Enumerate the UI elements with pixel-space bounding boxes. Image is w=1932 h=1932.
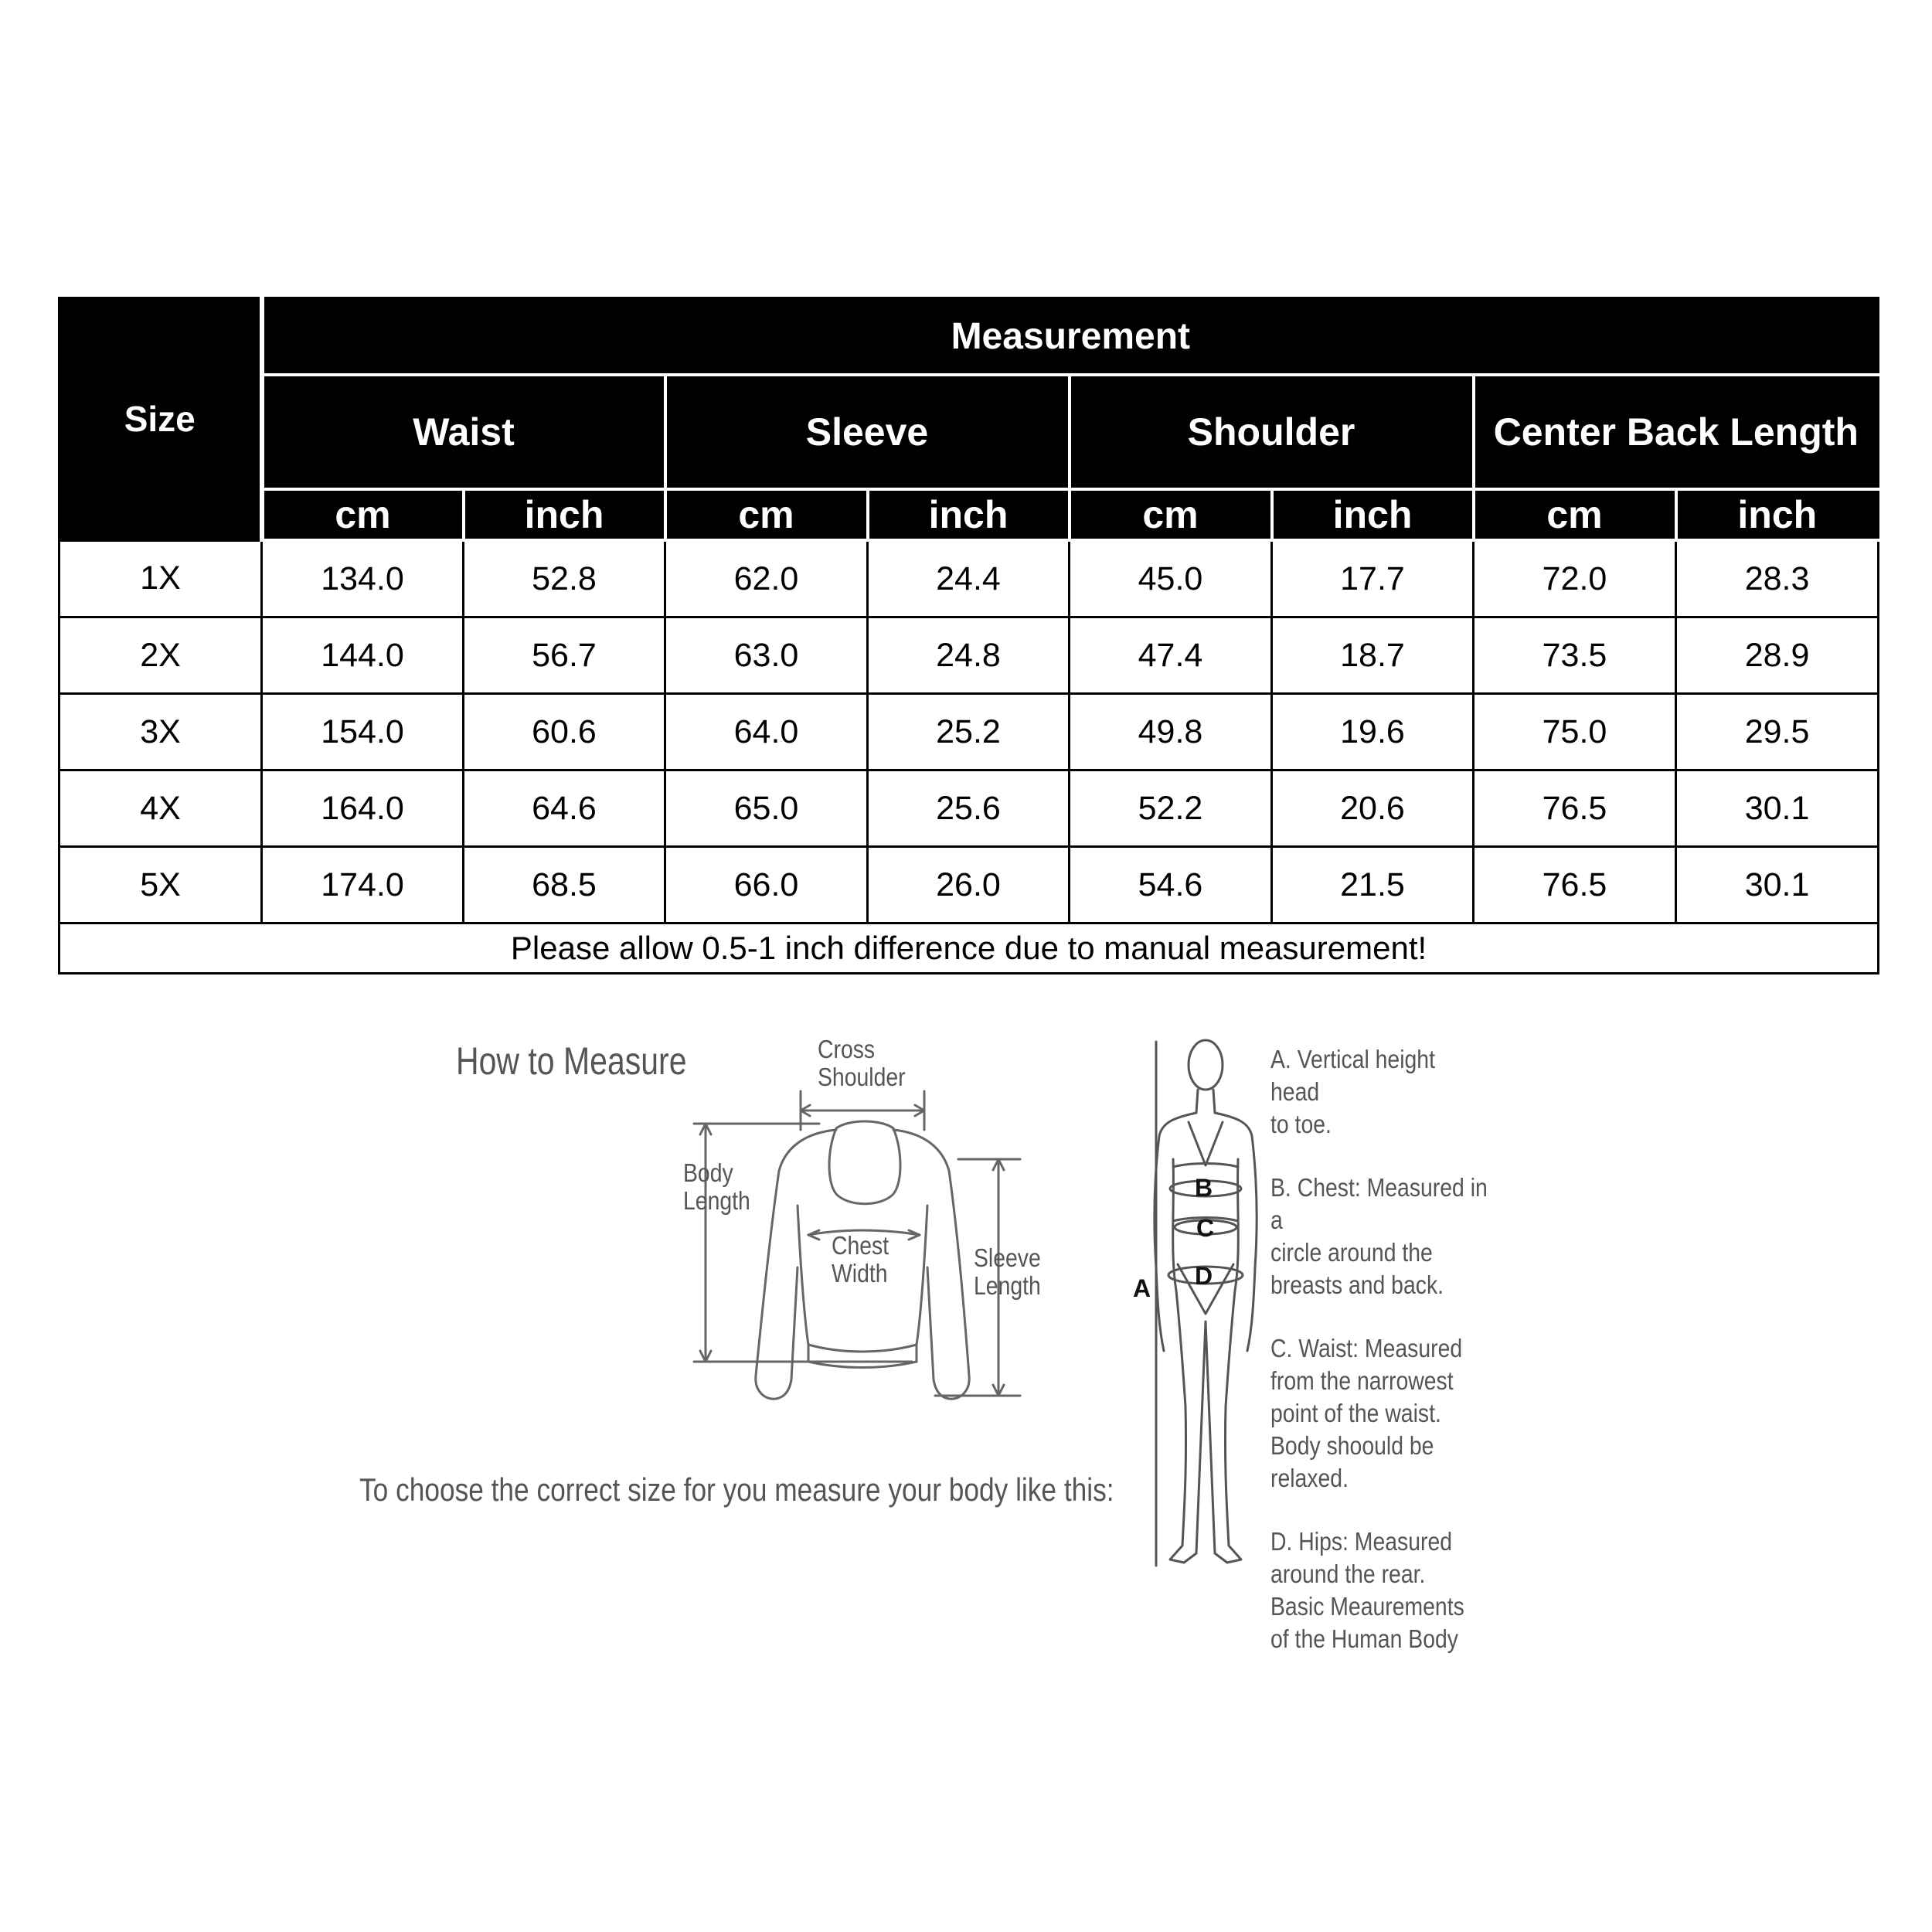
shoulder-cm-cell: 54.6 bbox=[1070, 847, 1272, 923]
unit-header-inch: inch bbox=[1676, 489, 1879, 540]
sleeve-inch-cell: 24.4 bbox=[868, 540, 1070, 617]
body-figure-icon bbox=[1155, 1040, 1257, 1566]
sleeve-header: Sleeve bbox=[665, 375, 1070, 489]
shoulder-cm-cell: 52.2 bbox=[1070, 770, 1272, 847]
back-length-inch-cell: 30.1 bbox=[1676, 770, 1879, 847]
back-length-cm-cell: 72.0 bbox=[1474, 540, 1676, 617]
sleeve-cm-cell: 65.0 bbox=[665, 770, 868, 847]
measurement-header: Measurement bbox=[262, 298, 1879, 376]
sleeve-inch-cell: 26.0 bbox=[868, 847, 1070, 923]
back-length-inch-cell: 29.5 bbox=[1676, 694, 1879, 770]
size-column-header: Size bbox=[60, 298, 262, 541]
sleeve-cm-cell: 62.0 bbox=[665, 540, 868, 617]
waist-inch-cell: 56.7 bbox=[464, 617, 665, 694]
back-length-cm-cell: 75.0 bbox=[1474, 694, 1676, 770]
waist-header: Waist bbox=[262, 375, 665, 489]
waist-inch-cell: 68.5 bbox=[464, 847, 665, 923]
sleeve-inch-cell: 24.8 bbox=[868, 617, 1070, 694]
cross-shoulder-label: Cross Shoulder bbox=[818, 1035, 906, 1091]
waist-cm-cell: 144.0 bbox=[262, 617, 464, 694]
how-to-measure-title: How to Measure bbox=[456, 1039, 687, 1083]
center-back-length-header: Center Back Length bbox=[1474, 375, 1879, 489]
sleeve-cm-cell: 66.0 bbox=[665, 847, 868, 923]
unit-header-inch: inch bbox=[1272, 489, 1474, 540]
waist-cm-cell: 134.0 bbox=[262, 540, 464, 617]
marker-a: A bbox=[1133, 1274, 1151, 1302]
shoulder-inch-cell: 21.5 bbox=[1272, 847, 1474, 923]
back-length-cm-cell: 73.5 bbox=[1474, 617, 1676, 694]
sleeve-cm-cell: 63.0 bbox=[665, 617, 868, 694]
waist-inch-cell: 64.6 bbox=[464, 770, 665, 847]
unit-header-inch: inch bbox=[868, 489, 1070, 540]
back-length-cm-cell: 76.5 bbox=[1474, 770, 1676, 847]
back-length-inch-cell: 28.3 bbox=[1676, 540, 1879, 617]
unit-header-cm: cm bbox=[1070, 489, 1272, 540]
unit-header-inch: inch bbox=[464, 489, 665, 540]
size-cell: 3X bbox=[60, 694, 262, 770]
back-length-inch-cell: 30.1 bbox=[1676, 847, 1879, 923]
marker-b: B bbox=[1195, 1174, 1213, 1202]
unit-header-cm: cm bbox=[1474, 489, 1676, 540]
waist-cm-cell: 154.0 bbox=[262, 694, 464, 770]
chest-width-label: Chest Width bbox=[832, 1231, 889, 1287]
size-cell: 2X bbox=[60, 617, 262, 694]
measurement-note: Please allow 0.5-1 inch difference due to manual measurement! bbox=[60, 923, 1879, 974]
legend-item-a: A. Vertical height head to toe. bbox=[1270, 1045, 1435, 1138]
unit-header-cm: cm bbox=[665, 489, 868, 540]
sleeve-inch-cell: 25.6 bbox=[868, 770, 1070, 847]
sleeve-inch-cell: 25.2 bbox=[868, 694, 1070, 770]
unit-header-cm: cm bbox=[262, 489, 464, 540]
sleeve-length-label: Sleeve Length bbox=[974, 1243, 1041, 1300]
size-cell: 4X bbox=[60, 770, 262, 847]
body-length-label: Body Length bbox=[683, 1158, 750, 1215]
legend-item-b: B. Chest: Measured in a circle around the breasts and back. bbox=[1270, 1173, 1488, 1299]
legend-item-d: D. Hips: Measured around the rear. Basic Meaurements of the Human Body bbox=[1270, 1527, 1464, 1653]
measure-instruction: To choose the correct size for you measure your body like this: bbox=[359, 1471, 1114, 1508]
shoulder-cm-cell: 49.8 bbox=[1070, 694, 1272, 770]
sleeve-cm-cell: 64.0 bbox=[665, 694, 868, 770]
waist-cm-cell: 164.0 bbox=[262, 770, 464, 847]
shoulder-inch-cell: 17.7 bbox=[1272, 540, 1474, 617]
shoulder-cm-cell: 45.0 bbox=[1070, 540, 1272, 617]
size-cell: 1X bbox=[60, 540, 262, 617]
back-length-inch-cell: 28.9 bbox=[1676, 617, 1879, 694]
measurement-legend bbox=[1270, 1043, 1526, 1686]
legend-item-c: C. Waist: Measured from the narrowest point of the waist. Body shoould be relaxed. bbox=[1270, 1334, 1463, 1492]
back-length-cm-cell: 76.5 bbox=[1474, 847, 1676, 923]
marker-c: C bbox=[1196, 1214, 1215, 1242]
shoulder-cm-cell: 47.4 bbox=[1070, 617, 1272, 694]
shoulder-inch-cell: 20.6 bbox=[1272, 770, 1474, 847]
marker-d: D bbox=[1195, 1262, 1213, 1290]
waist-inch-cell: 60.6 bbox=[464, 694, 665, 770]
waist-cm-cell: 174.0 bbox=[262, 847, 464, 923]
shoulder-header: Shoulder bbox=[1070, 375, 1474, 489]
waist-inch-cell: 52.8 bbox=[464, 540, 665, 617]
size-cell: 5X bbox=[60, 847, 262, 923]
shoulder-inch-cell: 19.6 bbox=[1272, 694, 1474, 770]
shoulder-inch-cell: 18.7 bbox=[1272, 617, 1474, 694]
